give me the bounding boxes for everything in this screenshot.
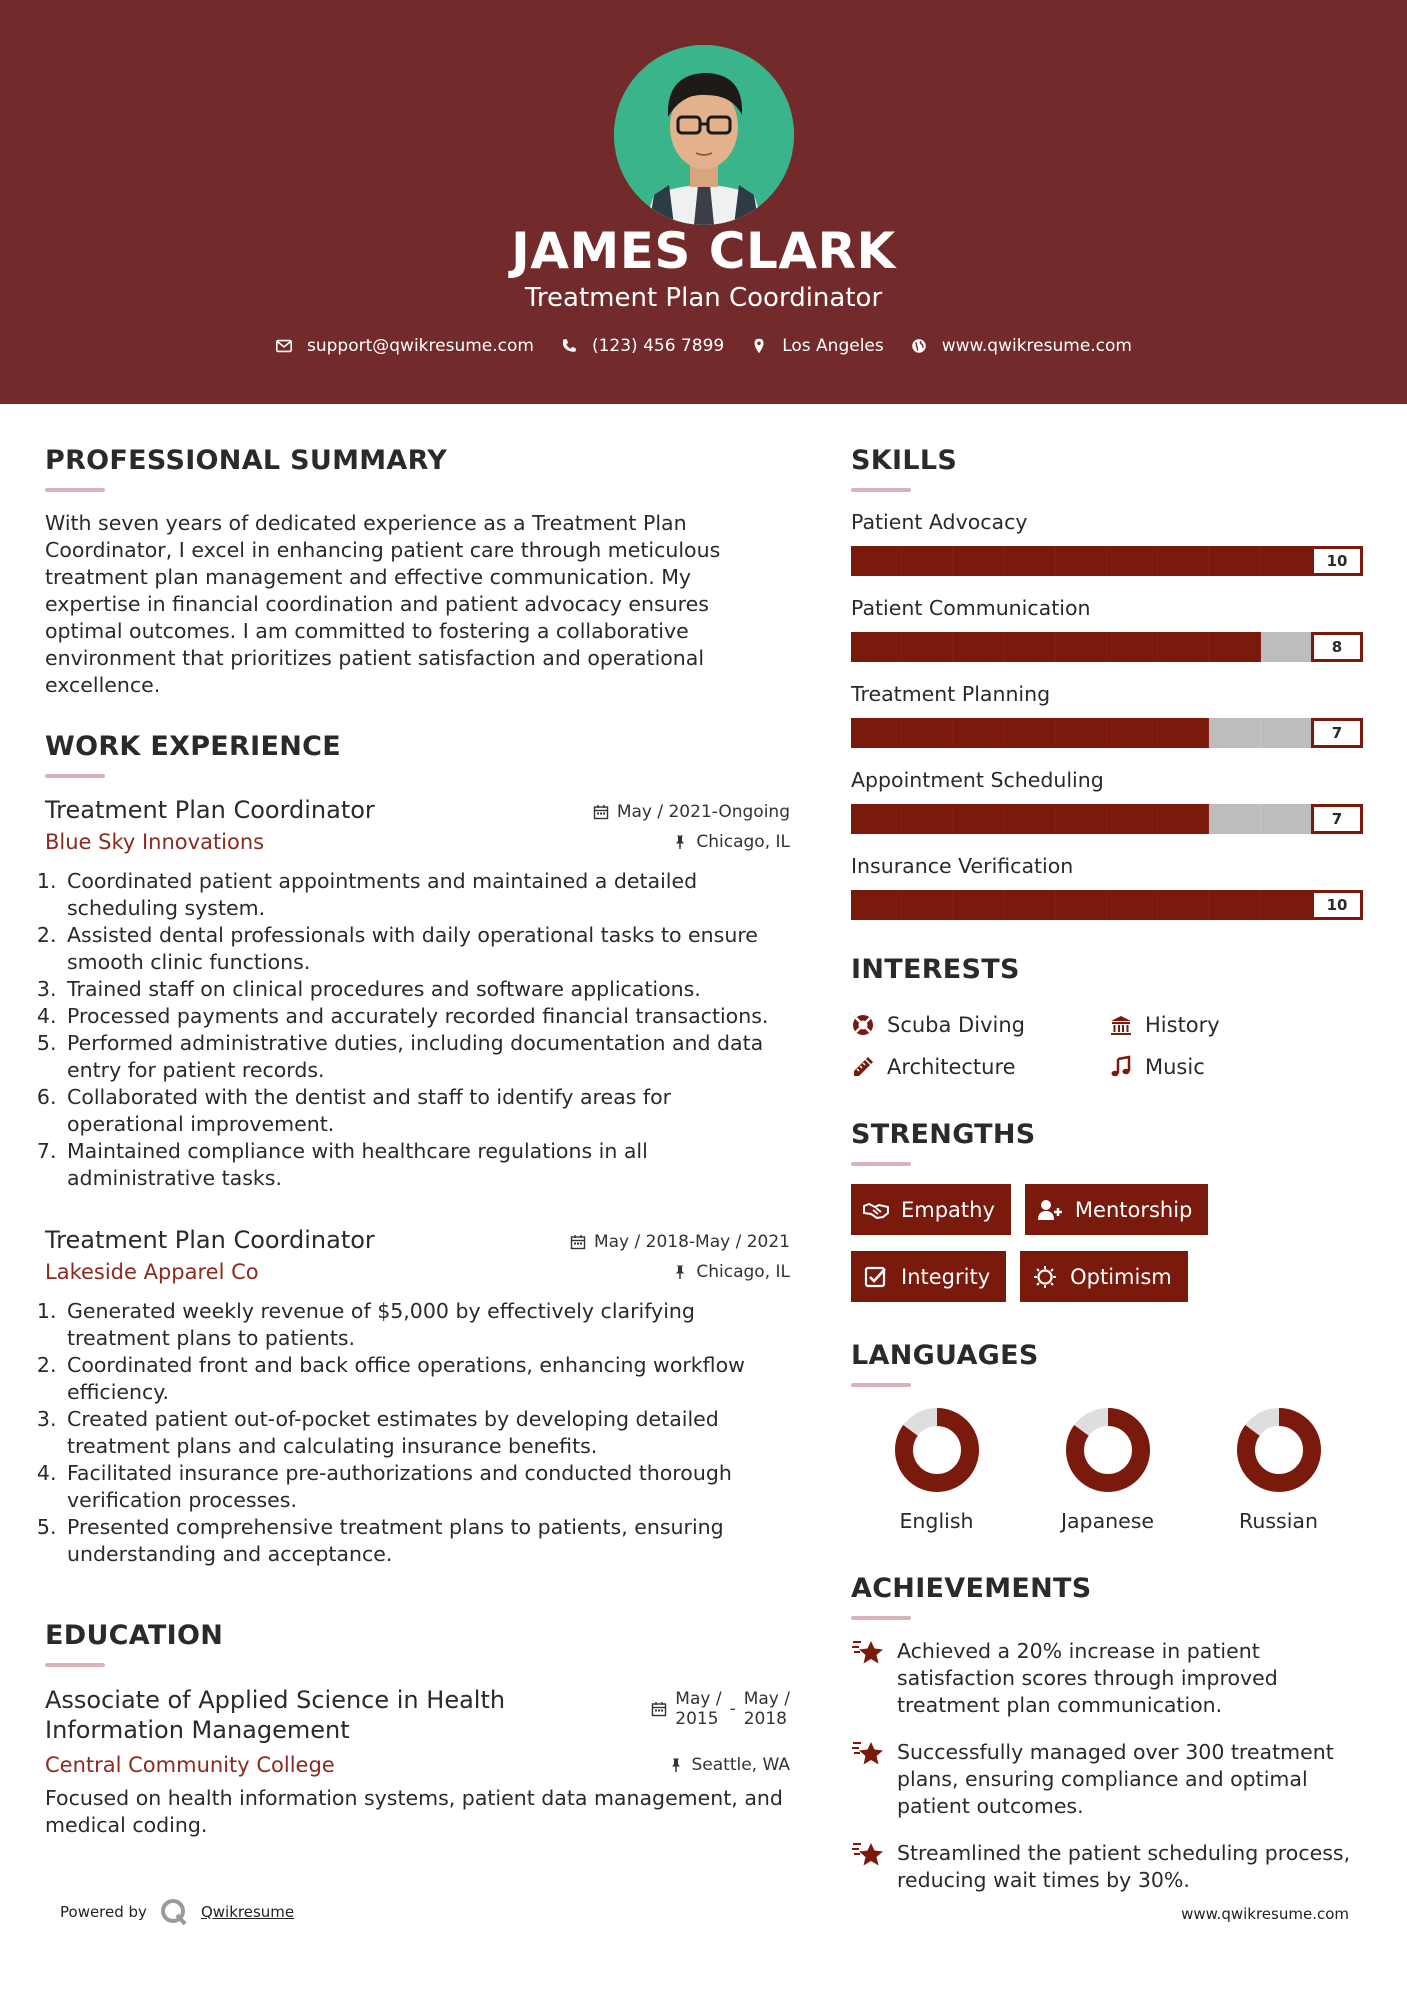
skill-bar	[851, 632, 1363, 662]
task-list	[45, 1298, 790, 1568]
company-name: Lakeside Apparel Co	[45, 1260, 259, 1284]
calendar-icon	[570, 1234, 586, 1250]
heading-underline	[45, 488, 105, 492]
skill-segment	[902, 632, 953, 662]
user-plus-icon	[1037, 1198, 1063, 1222]
brand-link[interactable]: Qwikresume	[200, 1903, 295, 1921]
interest-item: Scuba Diving	[851, 1013, 1109, 1037]
skill-segment	[1158, 804, 1209, 834]
language-donut	[1063, 1405, 1153, 1495]
skill-score: 7	[1311, 804, 1363, 834]
language-item	[1022, 1405, 1193, 1533]
achievements-section	[851, 1573, 1364, 1894]
strength-badge: Empathy	[851, 1184, 1011, 1235]
avatar-illustration	[614, 45, 794, 225]
interests-heading: INTERESTS	[851, 954, 1020, 985]
skill-segment	[953, 546, 1004, 576]
language-name: English	[899, 1509, 974, 1533]
interest-item: Music	[1109, 1055, 1349, 1079]
skill-segment	[851, 718, 902, 748]
heading-underline	[45, 1663, 105, 1667]
interests-grid	[851, 1013, 1364, 1079]
skill-segment	[1158, 718, 1209, 748]
calendar-icon	[593, 804, 609, 820]
skill-segment	[1261, 632, 1312, 662]
language-name: Russian	[1239, 1509, 1318, 1533]
life-ring-icon	[851, 1013, 875, 1037]
list-item: 4. Processed payments and accurately recorded financial transactions.	[63, 1003, 790, 1030]
skills-heading: SKILLS	[851, 445, 958, 476]
skill-segment	[1005, 804, 1056, 834]
job-date: May / 2021-Ongoing	[593, 802, 790, 822]
map-pin-icon	[750, 337, 768, 355]
school-name: Central Community College	[45, 1753, 335, 1777]
company-name: Blue Sky Innovations	[45, 830, 265, 854]
strengths-section	[851, 1119, 1364, 1302]
list-item: 4. Facilitated insurance pre-authorizations and conducted thorough verification processes.	[63, 1460, 790, 1514]
heading-underline	[851, 1383, 911, 1387]
skill-bar	[851, 804, 1363, 834]
list-item: 2. Coordinated front and back office operations, enhancing workflow efficiency.	[63, 1352, 790, 1406]
language-item	[851, 1405, 1022, 1533]
list-item: 6. Collaborated with the dentist and staff to identify areas for operational improvement.	[63, 1084, 790, 1138]
achievement-item: Streamlined the patient scheduling process, reducing wait times by 30%.	[851, 1840, 1364, 1894]
skill-name: Patient Advocacy	[851, 510, 1028, 534]
interest-item: History	[1109, 1013, 1349, 1037]
interests-section	[851, 954, 1364, 1079]
list-item: 3. Trained staff on clinical procedures and software applications.	[63, 976, 790, 1003]
task-list	[45, 868, 790, 1192]
skill-segment	[953, 718, 1004, 748]
skill-item	[851, 768, 1364, 834]
skill-segment	[902, 718, 953, 748]
languages-list	[851, 1405, 1364, 1533]
experience-heading: WORK EXPERIENCE	[45, 731, 341, 762]
star-badge-icon	[851, 1739, 885, 1769]
skill-segment	[1056, 718, 1107, 748]
footer-website[interactable]: www.qwikresume.com	[1181, 1905, 1349, 1923]
heading-underline	[851, 488, 911, 492]
language-donut	[892, 1405, 982, 1495]
skill-segment	[1005, 718, 1056, 748]
skill-segment	[1107, 804, 1158, 834]
education-heading: EDUCATION	[45, 1620, 224, 1651]
candidate-title: Treatment Plan Coordinator	[524, 283, 883, 313]
list-item: 1. Generated weekly revenue of $5,000 by effectively clarifying treatment plans to patients.	[63, 1298, 790, 1352]
heading-underline	[851, 1616, 911, 1620]
job-date: May / 2018-May / 2021	[570, 1232, 790, 1252]
skill-bar	[851, 890, 1363, 920]
pushpin-icon	[672, 834, 688, 850]
skill-segment	[1005, 632, 1056, 662]
list-item: 7. Maintained compliance with healthcare regulations in all administrative tasks.	[63, 1138, 790, 1192]
summary-section	[45, 445, 790, 699]
list-item: 2. Assisted dental professionals with daily operational tasks to ensure smooth clinic functions.	[63, 922, 790, 976]
candidate-name: JAMES CLARK	[511, 222, 896, 280]
skill-segment	[851, 804, 902, 834]
education-section	[45, 1620, 790, 1839]
skill-segment	[1005, 546, 1056, 576]
star-badge-icon	[851, 1840, 885, 1870]
right-column	[851, 445, 1364, 1914]
pushpin-icon	[668, 1757, 684, 1773]
skill-bar	[851, 718, 1363, 748]
job-entry	[45, 1226, 790, 1568]
heading-underline	[45, 774, 105, 778]
degree-title: Associate of Applied Science in Health Information Management	[45, 1686, 506, 1744]
contact-location	[750, 336, 884, 356]
website-text: www.qwikresume.com	[941, 336, 1132, 356]
experience-section	[45, 731, 790, 1568]
skill-segment	[1261, 718, 1312, 748]
skills-section	[851, 445, 1364, 920]
strengths-heading: STRENGTHS	[851, 1119, 1036, 1150]
skill-name: Appointment Scheduling	[851, 768, 1104, 792]
skill-segment	[1107, 890, 1158, 920]
skill-segment	[1005, 890, 1056, 920]
job-title: Treatment Plan Coordinator	[45, 796, 375, 824]
skill-item	[851, 596, 1364, 662]
skill-segment	[1261, 890, 1312, 920]
check-square-icon	[863, 1265, 889, 1289]
music-note-icon	[1109, 1055, 1133, 1079]
skill-segment	[1056, 890, 1107, 920]
school-location: Seattle, WA	[668, 1755, 791, 1775]
skill-segment	[902, 546, 953, 576]
strength-badge: Optimism	[1020, 1251, 1188, 1302]
location-text: Los Angeles	[782, 336, 884, 356]
skill-name: Patient Communication	[851, 596, 1091, 620]
skill-item	[851, 510, 1364, 576]
skill-segment	[851, 890, 902, 920]
strength-badge: Mentorship	[1025, 1184, 1208, 1235]
contact-bar	[0, 336, 1407, 356]
star-badge-icon	[851, 1638, 885, 1668]
job-title: Treatment Plan Coordinator	[45, 1226, 375, 1254]
skill-item	[851, 854, 1364, 920]
skill-name: Insurance Verification	[851, 854, 1074, 878]
achievement-item: Successfully managed over 300 treatment plans, ensuring compliance and optimal patient outcomes.	[851, 1739, 1364, 1820]
skill-segment	[1209, 804, 1260, 834]
education-date: May / 2015 - May / 2018	[651, 1689, 790, 1729]
email-text: support@qwikresume.com	[307, 336, 534, 356]
language-donut	[1234, 1405, 1324, 1495]
phone-icon	[560, 337, 578, 355]
language-name: Japanese	[1060, 1509, 1155, 1533]
phone-text: (123) 456 7899	[591, 336, 725, 356]
skill-score: 8	[1311, 632, 1363, 662]
skill-bar	[851, 546, 1363, 576]
summary-heading: PROFESSIONAL SUMMARY	[45, 445, 448, 476]
skill-score: 7	[1311, 718, 1363, 748]
interest-item: Architecture	[851, 1055, 1109, 1079]
skill-score: 10	[1311, 546, 1363, 576]
skill-segment	[1209, 546, 1260, 576]
skill-segment	[1158, 632, 1209, 662]
list-item: 5. Presented comprehensive treatment plans to patients, ensuring understanding and acceptance.	[63, 1514, 790, 1568]
envelope-icon	[275, 337, 293, 355]
languages-section	[851, 1340, 1364, 1533]
skill-segment	[1158, 546, 1209, 576]
skill-segment	[1209, 632, 1260, 662]
list-item: 3. Created patient out-of-pocket estimates by developing detailed treatment plans and calculating insurance benefits.	[63, 1406, 790, 1460]
summary-text: With seven years of dedicated experience as a Treatment Plan Coordinator, I excel in enhancing patient care through meticulous treatment plan management and effective communication. My expertise in financial coordination and patient advocacy ensures optimal outcomes. I am committed to fostering a collaborative environment that prioritizes patient satisfaction and operational excellence.	[45, 511, 721, 697]
skill-segment	[953, 890, 1004, 920]
skill-segment	[1261, 546, 1312, 576]
skill-score: 10	[1311, 890, 1363, 920]
skill-segment	[1107, 718, 1158, 748]
pushpin-icon	[672, 1264, 688, 1280]
skill-segment	[1107, 546, 1158, 576]
qwikresume-logo-icon	[159, 1897, 189, 1927]
left-column	[45, 445, 790, 1839]
handshake-icon	[863, 1198, 889, 1222]
skill-segment	[1209, 890, 1260, 920]
skill-segment	[1209, 718, 1260, 748]
skill-segment	[1261, 804, 1312, 834]
powered-by-label: Powered by	[60, 1903, 147, 1921]
strengths-list	[851, 1184, 1364, 1302]
language-item	[1193, 1405, 1364, 1533]
contact-email[interactable]	[275, 336, 534, 356]
skills-list	[851, 510, 1364, 920]
skill-item	[851, 682, 1364, 748]
job-location: Chicago, IL	[672, 1262, 790, 1282]
job-entry	[45, 796, 790, 1192]
education-description: Focused on health information systems, patient data management, and medical coding.	[45, 1786, 783, 1837]
contact-website[interactable]	[910, 336, 1132, 356]
languages-heading: LANGUAGES	[851, 1340, 1039, 1371]
skill-segment	[902, 890, 953, 920]
achievements-heading: ACHIEVEMENTS	[851, 1573, 1092, 1604]
list-item: 1. Coordinated patient appointments and maintained a detailed scheduling system.	[63, 868, 790, 922]
skill-segment	[1056, 632, 1107, 662]
heading-underline	[851, 1162, 911, 1166]
powered-by	[60, 1897, 294, 1927]
skill-segment	[902, 804, 953, 834]
globe-icon	[910, 337, 928, 355]
skill-segment	[1056, 546, 1107, 576]
list-item: 5. Performed administrative duties, including documentation and data entry for patient records.	[63, 1030, 790, 1084]
job-location: Chicago, IL	[672, 832, 790, 852]
contact-phone[interactable]	[560, 336, 724, 356]
pencil-ruler-icon	[851, 1055, 875, 1079]
skill-segment	[953, 804, 1004, 834]
skill-segment	[851, 546, 902, 576]
skill-segment	[851, 632, 902, 662]
strength-badge: Integrity	[851, 1251, 1006, 1302]
skill-segment	[1158, 890, 1209, 920]
skill-name: Treatment Planning	[851, 682, 1051, 706]
resume-header	[0, 0, 1407, 404]
museum-icon	[1109, 1013, 1133, 1037]
skill-segment	[1107, 632, 1158, 662]
skill-segment	[953, 632, 1004, 662]
sun-icon	[1032, 1265, 1058, 1289]
achievement-item: Achieved a 20% increase in patient satisfaction scores through improved treatment plan communication.	[851, 1638, 1364, 1719]
profile-photo	[614, 45, 794, 225]
skill-segment	[1056, 804, 1107, 834]
calendar-icon	[651, 1701, 667, 1717]
